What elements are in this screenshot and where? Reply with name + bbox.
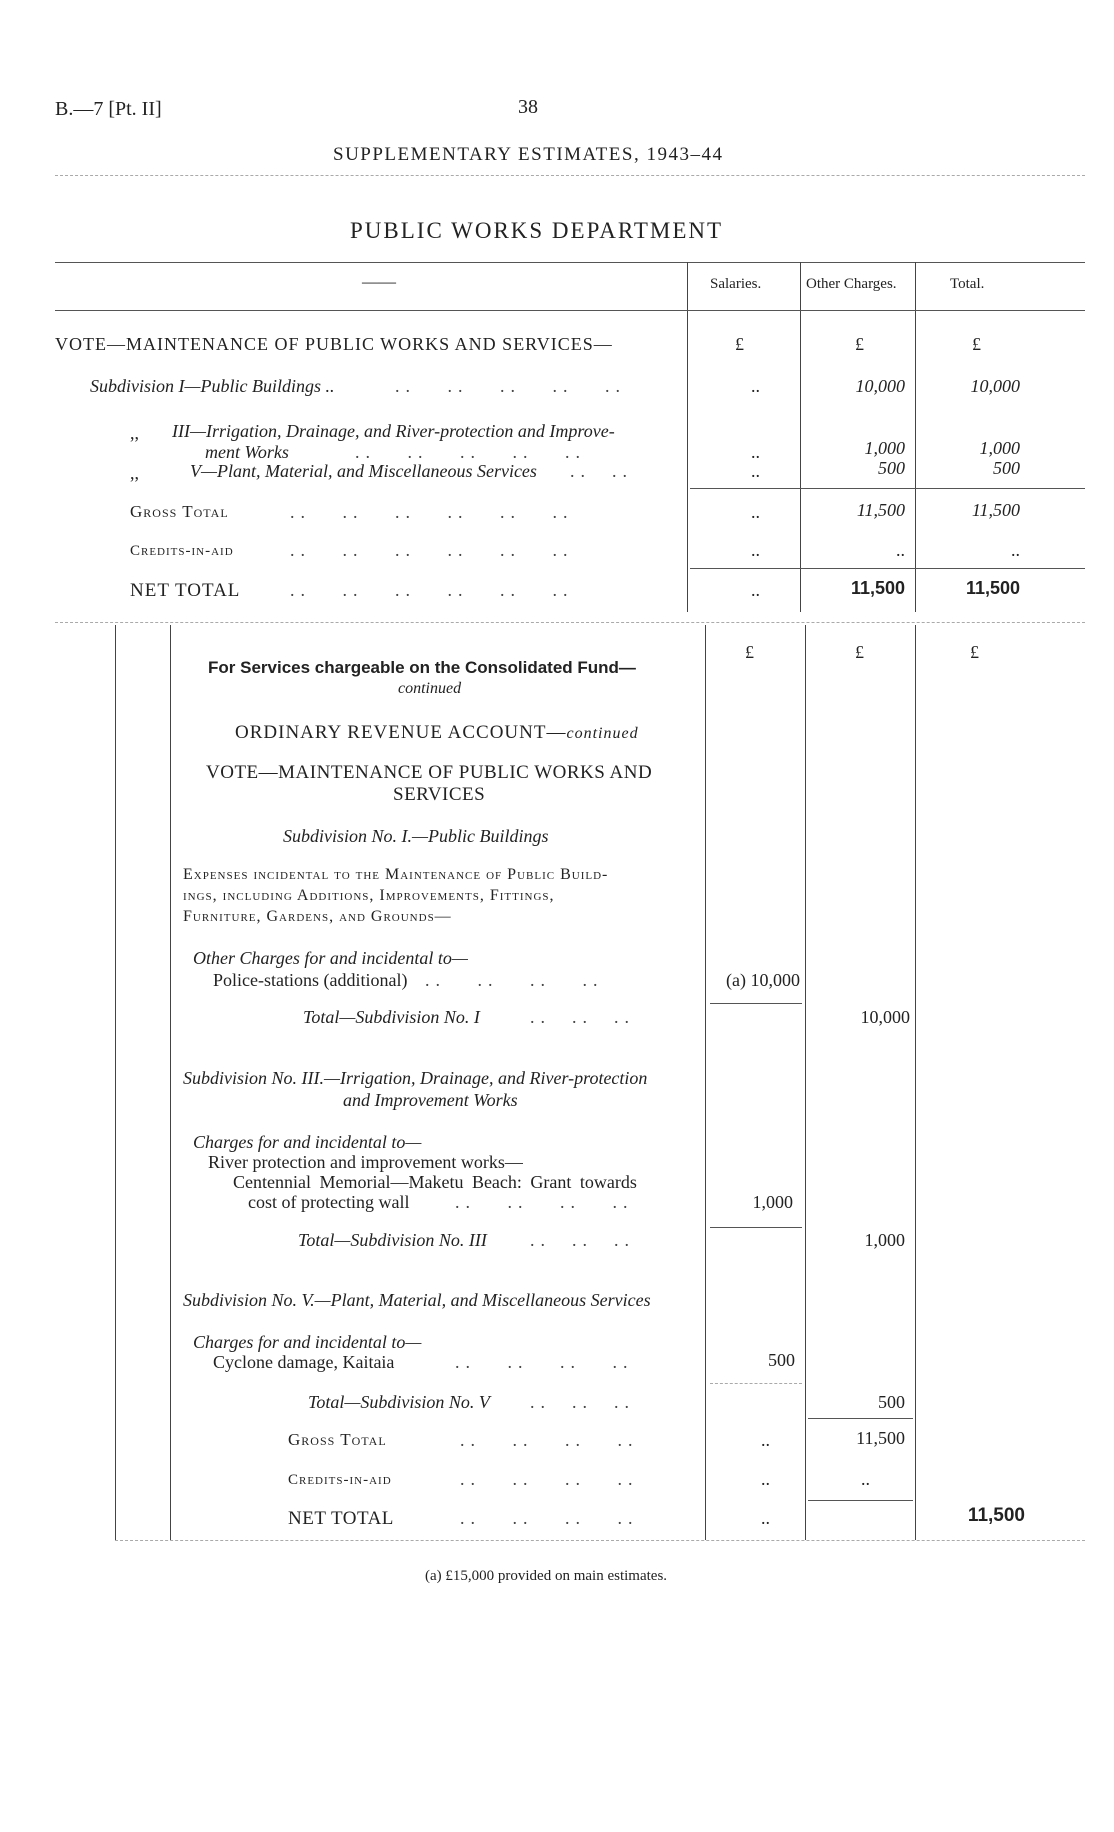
- summary-row-sub3-other: 1,000: [864, 438, 905, 458]
- summary-subtotal-rule: [690, 488, 1085, 489]
- summary-header-rule: [55, 310, 1085, 311]
- leader-dots: .. ..: [570, 461, 633, 481]
- summary-row-sub1-salaries: ..: [751, 376, 760, 396]
- summary-desc-header: ——: [362, 272, 396, 291]
- detail-subtotal-rule: [808, 1418, 913, 1419]
- summary-row-sub3-salaries: ..: [751, 442, 760, 462]
- leader-dots: .. .. ..: [530, 1230, 635, 1250]
- detail-vote-title-line1: VOTE—MAINTENANCE OF PUBLIC WORKS AND: [206, 762, 653, 783]
- detail-net-total-value: 11,500: [967, 1505, 1025, 1526]
- summary-top-rule: [55, 262, 1085, 263]
- document-reference: B.—7 [Pt. II]: [55, 98, 162, 120]
- sub1-other-charges: Other Charges for and incidental to—: [193, 948, 468, 968]
- detail-net-rule: [808, 1500, 913, 1501]
- detail-currency-2: £: [855, 642, 864, 662]
- sub3-total-label: Total—Subdivision No. III: [298, 1230, 487, 1250]
- leader-dots: .. .. ..: [530, 1007, 635, 1027]
- detail-bottom-rule: [115, 1540, 1085, 1541]
- detail-col-rule-1: [705, 625, 706, 1540]
- sub1-heading: Subdivision No. I.—Public Buildings: [283, 826, 549, 846]
- detail-net-total-label: NET TOTAL: [288, 1508, 394, 1529]
- summary-row-sub5-label: V—Plant, Material, and Miscellaneous Services: [190, 461, 537, 481]
- leader-dots: .. .. ..: [530, 1392, 635, 1412]
- detail-left-rule: [115, 625, 116, 1540]
- detail-credits-col1: ..: [761, 1469, 770, 1489]
- leader-dots: .. .. .. ..: [455, 1192, 634, 1212]
- detail-net-total-col1: ..: [761, 1508, 770, 1528]
- department-title: PUBLIC WORKS DEPARTMENT: [350, 218, 724, 243]
- detail-gross-total-col1: ..: [761, 1430, 770, 1450]
- sub3-total-rule: [710, 1227, 802, 1228]
- summary-net-total-label: NET TOTAL: [130, 580, 241, 601]
- sub3-total-value: 1,000: [864, 1230, 905, 1250]
- sub5-total-rule: [710, 1383, 802, 1384]
- summary-row-sub3-label-cont: ment Works: [205, 442, 289, 462]
- leader-dots: .. .. .. ..: [455, 1352, 634, 1372]
- sub3-heading-line1: Subdivision No. III.—Irrigation, Drainage, and River-protection: [183, 1068, 648, 1088]
- leader-dots: .. .. .. ..: [460, 1508, 639, 1528]
- leader-dots: .. .. .. ..: [425, 970, 604, 990]
- sub1-item: Police-stations (additional): [213, 970, 408, 990]
- sub5-item-value: 500: [768, 1350, 795, 1370]
- sub5-charges: Charges for and incidental to—: [193, 1332, 422, 1352]
- ditto-mark: ,,: [130, 463, 139, 483]
- leader-dots: .. .. .. .. ..: [395, 376, 626, 396]
- leader-dots: .. .. .. .. .. ..: [290, 540, 574, 560]
- ordinary-revenue-continued: continued: [566, 725, 639, 742]
- consolidated-fund-continued: continued: [398, 680, 462, 697]
- summary-net-total-total: 11,500: [965, 578, 1020, 598]
- detail-gross-total-col2: 11,500: [856, 1428, 905, 1448]
- ordinary-revenue-heading: [235, 722, 639, 744]
- sub5-heading: Subdivision No. V.—Plant, Material, and Miscellaneous Services: [183, 1290, 651, 1310]
- sub3-charges: Charges for and incidental to—: [193, 1132, 422, 1152]
- summary-col-rule-3: [915, 262, 916, 612]
- detail-col-rule-3: [915, 625, 916, 1540]
- sub1-item-value: (a) 10,000: [726, 970, 800, 990]
- summary-col-rule-1: [687, 262, 688, 612]
- summary-vote-title: VOTE—MAINTENANCE OF PUBLIC WORKS AND SERVICES—: [55, 334, 613, 354]
- sub1-total-label: Total—Subdivision No. I: [303, 1007, 480, 1027]
- summary-bottom-rule: [55, 622, 1085, 623]
- detail-vote-title-line2: SERVICES: [393, 784, 486, 805]
- consolidated-fund-heading: For Services chargeable on the Consolidated Fund—: [208, 658, 636, 677]
- summary-row-sub5-other: 500: [878, 458, 905, 478]
- leader-dots: .. .. .. .. ..: [355, 442, 586, 462]
- summary-gross-total-total: 11,500: [971, 500, 1020, 520]
- currency-other: £: [855, 334, 864, 354]
- sub1-expenses-line1: Expenses incidental to the Maintenance of Public Build-: [183, 866, 609, 883]
- summary-row-sub3-total: 1,000: [979, 438, 1020, 458]
- detail-margin-rule: [170, 625, 171, 1540]
- salaries-header: Salaries.: [710, 276, 762, 292]
- sub3-item-line3: cost of protecting wall: [248, 1192, 410, 1212]
- sub3-item-line1: River protection and improvement works—: [208, 1152, 523, 1172]
- leader-dots: .. .. .. .. .. ..: [290, 580, 574, 600]
- detail-currency-1: £: [745, 642, 754, 662]
- summary-col-rule-2: [800, 262, 801, 612]
- leader-dots: .. .. .. ..: [460, 1430, 639, 1450]
- header-rule: [55, 175, 1085, 176]
- summary-row-sub5-salaries: ..: [751, 461, 760, 481]
- summary-gross-total-label: Gross Total: [130, 502, 229, 521]
- leader-dots: .. .. .. ..: [460, 1469, 639, 1489]
- footnote: (a) £15,000 provided on main estimates.: [425, 1568, 668, 1584]
- detail-credits-label: Credits-in-aid: [288, 1472, 392, 1488]
- summary-credits-other: ..: [896, 540, 905, 560]
- sub1-expenses-line2: ings, including Additions, Improvements, Fittings,: [183, 887, 555, 904]
- summary-net-total-salaries: ..: [751, 580, 760, 600]
- summary-net-total-other: 11,500: [850, 578, 905, 598]
- ordinary-revenue-text: ORDINARY REVENUE ACCOUNT—: [235, 722, 567, 743]
- detail-gross-total-label: Gross Total: [288, 1430, 387, 1449]
- summary-credits-salaries: ..: [751, 540, 760, 560]
- summary-row-sub1-label: Subdivision I—Public Buildings ..: [90, 376, 335, 396]
- page-subtitle: SUPPLEMENTARY ESTIMATES, 1943–44: [333, 144, 724, 165]
- sub3-heading-line2: and Improvement Works: [343, 1090, 518, 1110]
- summary-row-sub1-total: 10,000: [970, 376, 1020, 396]
- sub1-expenses-line3: Furniture, Gardens, and Grounds—: [183, 908, 452, 925]
- sub1-total-value: 10,000: [860, 1007, 910, 1027]
- summary-row-sub1-other: 10,000: [855, 376, 905, 396]
- summary-gross-total-other: 11,500: [856, 500, 905, 520]
- summary-gross-total-salaries: ..: [751, 502, 760, 522]
- sub3-item-line2: Centennial Memorial—Maketu Beach: Grant towards: [233, 1172, 637, 1192]
- total-header: Total.: [950, 276, 985, 292]
- page-number: 38: [518, 96, 538, 118]
- summary-net-rule: [690, 568, 1085, 569]
- detail-currency-3: £: [970, 642, 979, 662]
- other-charges-header: Other Charges.: [806, 276, 897, 292]
- ditto-mark: ,,: [130, 423, 139, 443]
- sub5-item: Cyclone damage, Kaitaia: [213, 1352, 395, 1372]
- summary-row-sub3-label: III—Irrigation, Drainage, and River-protection and Improve-: [172, 421, 615, 441]
- sub5-total-label: Total—Subdivision No. V: [308, 1392, 490, 1412]
- summary-credits-total: ..: [1011, 540, 1020, 560]
- detail-credits-col2: ..: [861, 1469, 870, 1489]
- summary-row-sub5-total: 500: [993, 458, 1020, 478]
- currency-salaries: £: [735, 334, 744, 354]
- summary-credits-label: Credits-in-aid: [130, 543, 234, 559]
- sub1-total-rule: [710, 1003, 802, 1004]
- sub5-total-value: 500: [878, 1392, 905, 1412]
- leader-dots: .. .. .. .. .. ..: [290, 502, 574, 522]
- currency-total: £: [972, 334, 981, 354]
- sub3-item-value: 1,000: [752, 1192, 793, 1212]
